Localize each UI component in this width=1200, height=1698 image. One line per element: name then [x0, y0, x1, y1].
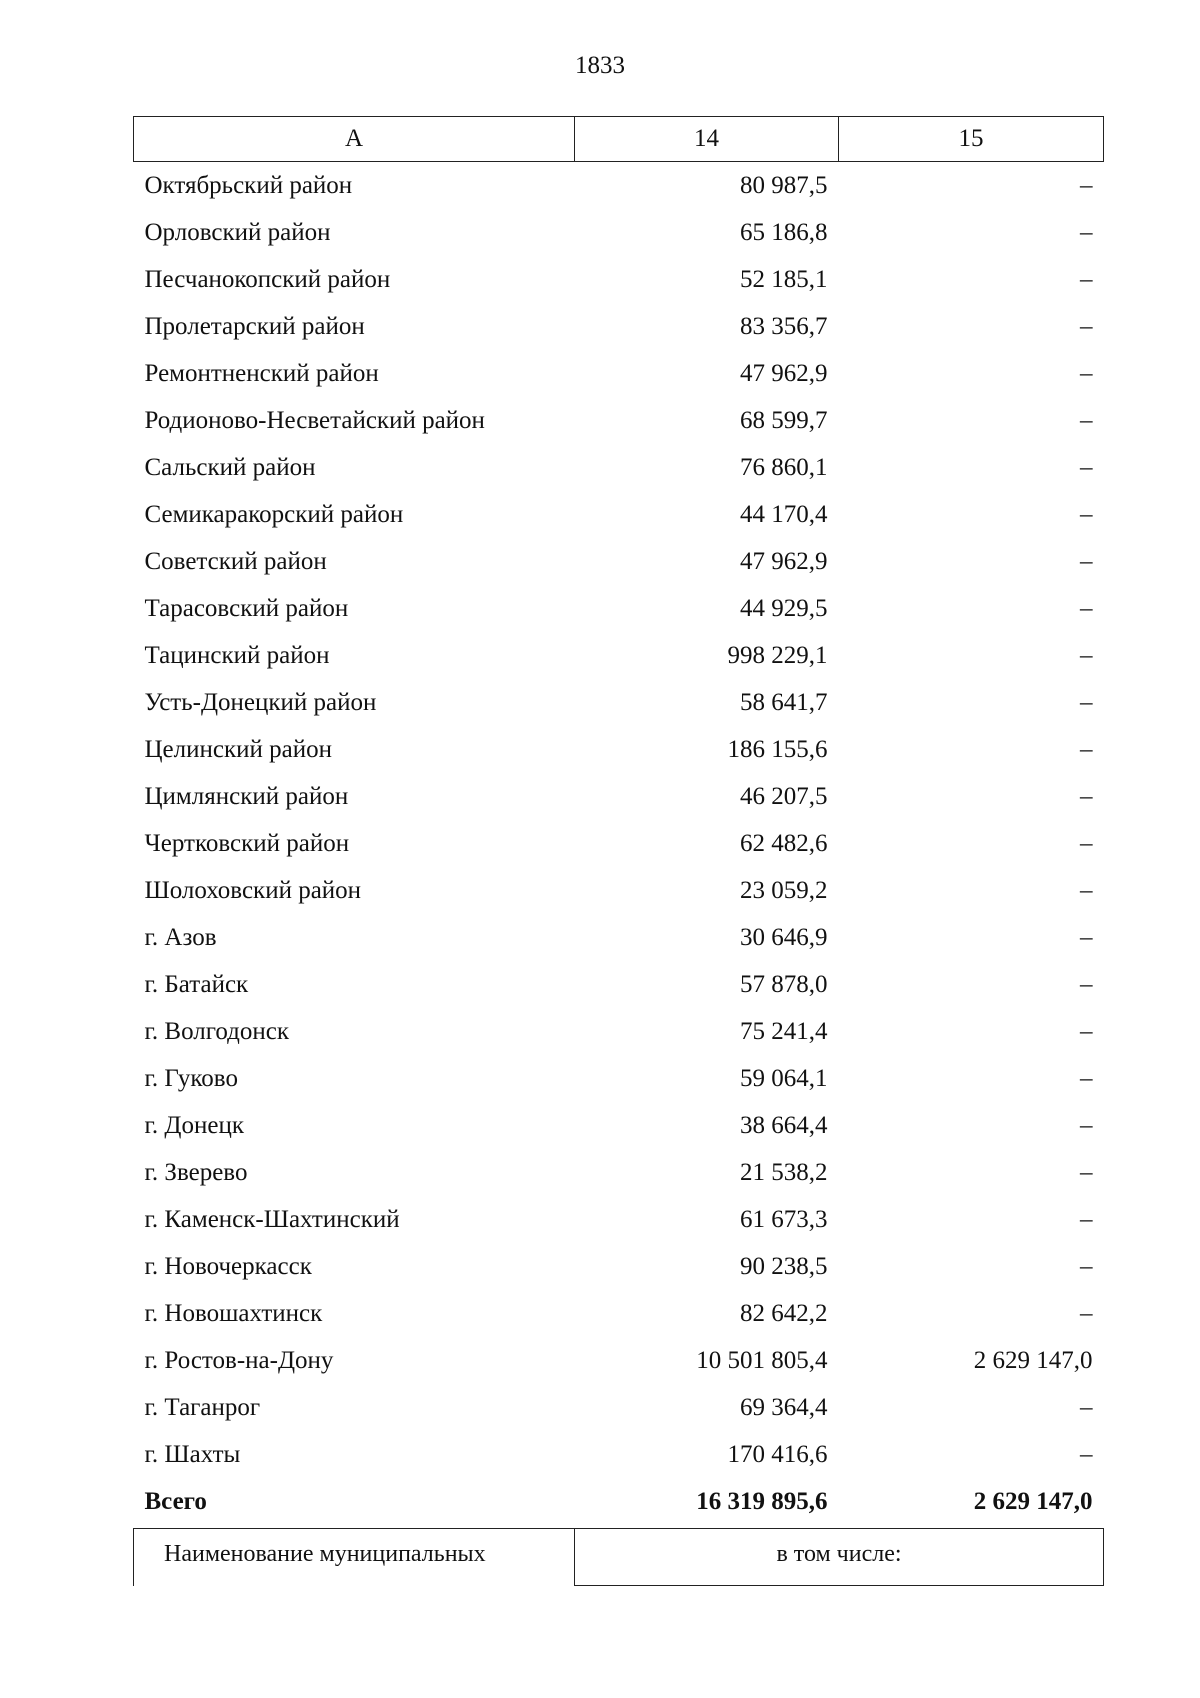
row-value-14: 46 207,5 [740, 782, 828, 810]
table-row [134, 209, 1104, 256]
row-value-14: 61 673,3 [740, 1205, 828, 1233]
table-row [134, 397, 1104, 444]
row-name: г. Азов [144, 923, 217, 951]
header-col-a: А [134, 117, 575, 162]
row-name: г. Волгодонск [144, 1017, 290, 1045]
row-name: Песчанокопский район [144, 265, 391, 293]
row-value-15: – [1080, 641, 1093, 669]
row-value-15: – [1080, 876, 1093, 904]
row-name: г. Новошахтинск [144, 1299, 323, 1327]
row-value-15: – [1080, 1299, 1093, 1327]
row-value-15: – [1080, 1393, 1093, 1421]
row-name: Цимлянский район [144, 782, 349, 810]
row-value-15: – [1080, 1064, 1093, 1092]
row-value-14: 83 356,7 [740, 312, 828, 340]
row-value-15: – [1080, 406, 1093, 434]
row-name: Тарасовский район [144, 594, 349, 622]
table-row [134, 538, 1104, 585]
row-name: Ремонтненский район [144, 359, 379, 387]
table-row [134, 820, 1104, 867]
row-value-14: 10 501 805,4 [696, 1346, 828, 1374]
row-value-15: – [1080, 594, 1093, 622]
row-value-14: 68 599,7 [740, 406, 828, 434]
table-row [134, 632, 1104, 679]
row-value-14: 62 482,6 [740, 829, 828, 857]
header-col-15: 15 [839, 117, 1104, 162]
row-value-14: 76 860,1 [740, 453, 828, 481]
row-value-14: 52 185,1 [740, 265, 828, 293]
table-row [134, 350, 1104, 397]
row-value-15: – [1080, 547, 1093, 575]
row-name: Усть-Донецкий район [144, 688, 377, 716]
table-header-row [134, 117, 1104, 162]
row-value-15: – [1080, 1111, 1093, 1139]
table-row [134, 1290, 1104, 1337]
total-row [134, 1478, 1104, 1525]
row-value-14: 59 064,1 [740, 1064, 828, 1092]
table-row [134, 1008, 1104, 1055]
table-row [134, 1243, 1104, 1290]
row-value-14: 47 962,9 [740, 359, 828, 387]
row-name: г. Гуково [144, 1064, 238, 1092]
row-value-15: – [1080, 923, 1093, 951]
table-row [134, 867, 1104, 914]
row-value-15: – [1080, 359, 1093, 387]
row-name: г. Новочеркасск [144, 1252, 312, 1280]
row-value-15: – [1080, 218, 1093, 246]
row-name: г. Донецк [144, 1111, 244, 1139]
row-name: Родионово-Несветайский район [144, 406, 485, 434]
row-name: г. Зверево [144, 1158, 248, 1186]
row-value-14: 38 664,4 [740, 1111, 828, 1139]
row-value-14: 57 878,0 [740, 970, 828, 998]
row-value-15: – [1080, 500, 1093, 528]
table-row [134, 726, 1104, 773]
row-name: Октябрьский район [144, 171, 353, 199]
row-value-15: – [1080, 688, 1093, 716]
row-value-14: 47 962,9 [740, 547, 828, 575]
table-row [134, 162, 1104, 210]
table-row [134, 914, 1104, 961]
page-number: 1833 [575, 52, 625, 79]
row-name: Пролетарский район [144, 312, 365, 340]
table-row [134, 1196, 1104, 1243]
row-value-15: – [1080, 171, 1093, 199]
table-body [134, 162, 1104, 1586]
row-value-15: – [1080, 265, 1093, 293]
row-name: Чертковский район [144, 829, 350, 857]
table-row [134, 444, 1104, 491]
row-value-15: – [1080, 1252, 1093, 1280]
row-name: г. Таганрог [144, 1393, 261, 1421]
row-name: г. Каменск-Шахтинский [144, 1205, 400, 1233]
row-value-14: 75 241,4 [740, 1017, 828, 1045]
row-value-14: 30 646,9 [740, 923, 828, 951]
row-value-15: – [1080, 1017, 1093, 1045]
row-value-14: 80 987,5 [740, 171, 828, 199]
row-value-14: 21 538,2 [740, 1158, 828, 1186]
table-row [134, 1102, 1104, 1149]
row-value-15: – [1080, 453, 1093, 481]
row-value-14: 82 642,2 [740, 1299, 828, 1327]
table-row [134, 303, 1104, 350]
total-value-15: 2 629 147,0 [973, 1487, 1093, 1515]
table-row [134, 679, 1104, 726]
continuation-header-name: Наименование муниципальных [134, 1529, 575, 1586]
row-name: Семикаракорский район [144, 500, 404, 528]
row-name: г. Ростов-на-Дону [144, 1346, 334, 1374]
table-row [134, 585, 1104, 632]
row-value-14: 90 238,5 [740, 1252, 828, 1280]
row-value-15: – [1080, 1205, 1093, 1233]
row-value-15: – [1080, 1158, 1093, 1186]
table-row [134, 1149, 1104, 1196]
row-name: Шолоховский район [144, 876, 362, 904]
table-row [134, 1055, 1104, 1102]
row-value-15: – [1080, 735, 1093, 763]
row-value-14: 58 641,7 [740, 688, 828, 716]
table-row [134, 773, 1104, 820]
table-row [134, 491, 1104, 538]
row-value-14: 998 229,1 [727, 641, 828, 669]
continuation-header-row [134, 1529, 1104, 1586]
row-value-14: 69 364,4 [740, 1393, 828, 1421]
row-value-15: – [1080, 312, 1093, 340]
row-name: Советский район [144, 547, 327, 575]
table-row [134, 256, 1104, 303]
table-row [134, 1431, 1104, 1478]
row-value-15: – [1080, 829, 1093, 857]
row-name: Целинский район [144, 735, 332, 763]
row-name: г. Шахты [144, 1440, 241, 1468]
row-name: Тацинский район [144, 641, 330, 669]
row-value-15: – [1080, 970, 1093, 998]
row-name: Сальский район [144, 453, 316, 481]
row-value-14: 23 059,2 [740, 876, 828, 904]
row-value-14: 186 155,6 [727, 735, 828, 763]
row-value-15: – [1080, 1440, 1093, 1468]
row-value-14: 44 170,4 [740, 500, 828, 528]
continuation-header-including: в том числе: [575, 1529, 1104, 1586]
table-row [134, 1337, 1104, 1384]
row-value-15: 2 629 147,0 [973, 1346, 1093, 1374]
total-value-14: 16 319 895,6 [696, 1487, 828, 1515]
budget-table [133, 116, 1104, 1586]
row-value-15: – [1080, 782, 1093, 810]
table-row [134, 961, 1104, 1008]
header-col-14: 14 [575, 117, 839, 162]
total-label: Всего [144, 1487, 207, 1515]
row-value-14: 170 416,6 [727, 1440, 828, 1468]
table-row [134, 1384, 1104, 1431]
row-value-14: 44 929,5 [740, 594, 828, 622]
row-name: Орловский район [144, 218, 331, 246]
row-value-14: 65 186,8 [740, 218, 828, 246]
row-name: г. Батайск [144, 970, 249, 998]
